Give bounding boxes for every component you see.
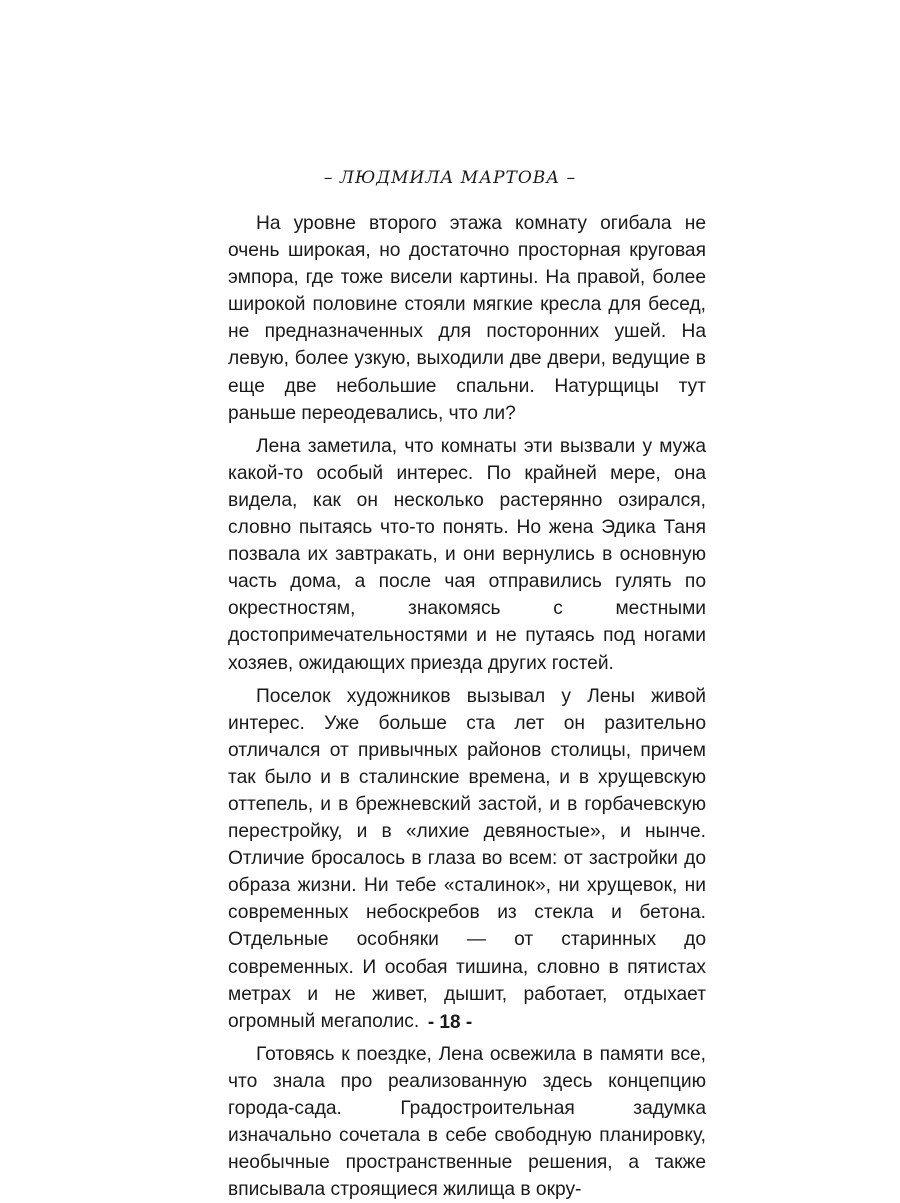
body-text: [228, 210, 706, 1203]
paragraph: На уровне второго этажа комнату огибала не очень широкая, но достаточно просторная круговая эмпора, где тоже висели картины. На правой, более широкой половине стояли мягкие кресла для бесед, не предназначенных для посторонних ушей. На левую, более узкую, выходили две двери, ведущие в еще две небольшие спальни. Натурщицы тут раньше переодевались, что ли?: [228, 213, 706, 424]
paragraph: Поселок художников вызывал у Лены живой интерес. Уже больше ста лет он разительно отличался от привычных районов столицы, причем так было и в сталинские времена, и в хрущевскую оттепель, и в брежневский застой, и в горбачевскую перестройку, и в «лихие девяностые», и нынче. Отличие бросалось в глаза во всем: от застройки до образа жизни. Ни тебе «сталинок», ни хрущевок, ни современных небоскребов из стекла и бетона. Отдельные особняки — от старинных до современных. И особая тишина, словно в пятистах метрах и не живет, дышит, работает, отдыхает огромный мегаполис.: [228, 685, 706, 1032]
paragraph: Готовясь к поездке, Лена освежила в памяти все, что знала про реализованную здесь концепцию города-сада. Градостроительная задумка изначально сочетала в себе свободную планировку, необычные пространственные решения, а также вписывала строящиеся жилища в окру-: [228, 1043, 706, 1201]
paragraph: Лена заметила, что комнаты эти вызвали у мужа какой-то особый интерес. По крайней мере, она видела, как он несколько растерянно озирался, словно пытаясь что-то понять. Но жена Эдика Таня позвала их завтракать, и они вернулись в основную часть дома, а после чая отправились гулять по окрестностям, знакомясь с местными достопримечательностями и не путаясь под ногами хозяев, ожидающих приезда других гостей.: [228, 435, 706, 674]
running-head-author: – ЛЮДМИЛА МАРТОВА –: [323, 168, 577, 188]
page-number: - 18 -: [427, 1012, 473, 1033]
